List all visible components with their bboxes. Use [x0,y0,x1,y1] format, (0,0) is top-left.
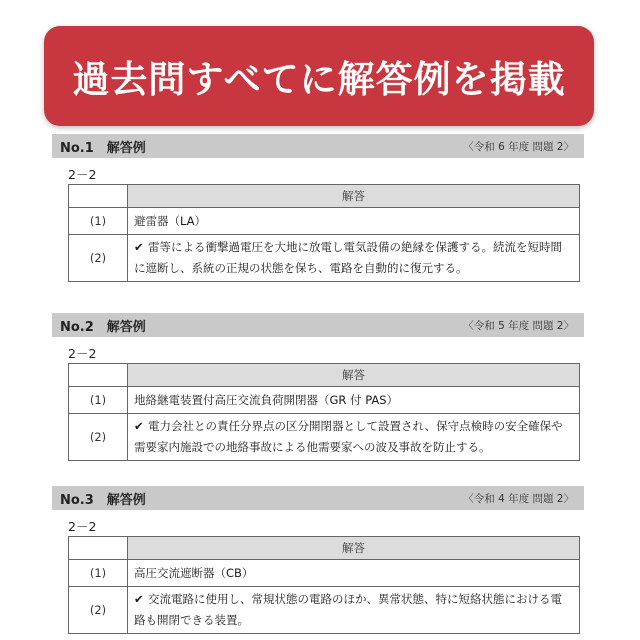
row-number: (1) [69,208,128,235]
row-number: (2) [69,414,128,461]
row-number: (2) [69,235,128,282]
answer-cell [128,414,580,461]
row-number: (2) [69,587,128,634]
answer-text: 地絡継電装置付高圧交流負荷開閉器（GR 付 PAS） [128,387,580,414]
answer-text: 高圧交流遮断器（CB） [128,560,580,587]
table-row [69,208,580,235]
row-number: (1) [69,560,128,587]
answer-header: 解答 [128,537,580,560]
table-row [69,587,580,634]
question-number: 2－2 [68,346,97,361]
section-title: No.3 解答例 [60,492,146,508]
answer-text: 電力会社との責任分界点の区分開閉器として設置され、保守点検時の安全確保や需要家内施設での地絡事故による他需要家への波及事故を防止する。 [134,419,563,454]
answer-header: 解答 [128,364,580,387]
exam-year-note: 〈令和 6 年度 問題 2〉 [463,140,574,153]
check-mark-icon: ✔ [134,592,144,606]
answer-cell [128,587,580,634]
answer-cell [128,235,580,282]
answer-text: 避雷器（LA） [128,208,580,235]
answer-text: 交流電路に使用し、常規状態の電路のほか、異常状態、特に短絡状態における電路も開閉できる装置。 [134,592,562,627]
answer-section-2 [52,313,584,461]
check-mark-icon: ✔ [134,419,144,433]
answer-table [68,536,580,634]
answer-section-1 [52,134,584,282]
section-header [52,313,584,337]
table-row [69,235,580,282]
banner-title: 過去問すべてに解答例を掲載 [72,58,566,101]
header-blank-cell [69,537,128,560]
banner [44,26,594,126]
section-header [52,134,584,158]
answer-header: 解答 [128,185,580,208]
answer-section-3 [52,486,584,634]
header-blank-cell [69,364,128,387]
question-number: 2－2 [68,519,97,534]
section-title: No.2 解答例 [60,319,146,335]
answer-table [68,363,580,461]
row-number: (1) [69,387,128,414]
table-row [69,414,580,461]
table-row [69,560,580,587]
header-blank-cell [69,185,128,208]
exam-year-note: 〈令和 5 年度 問題 2〉 [463,319,574,332]
answer-table [68,184,580,282]
answer-text: 雷等による衝撃過電圧を大地に放電し電気設備の絶縁を保護する。続流を短時間に遮断し、系統の正規の状態を保ち、電路を自動的に復元する。 [134,240,562,275]
table-row [69,387,580,414]
section-title: No.1 解答例 [60,140,146,156]
section-header [52,486,584,510]
check-mark-icon: ✔ [134,240,144,254]
question-number: 2－2 [68,167,97,182]
exam-year-note: 〈令和 4 年度 問題 2〉 [463,492,574,505]
